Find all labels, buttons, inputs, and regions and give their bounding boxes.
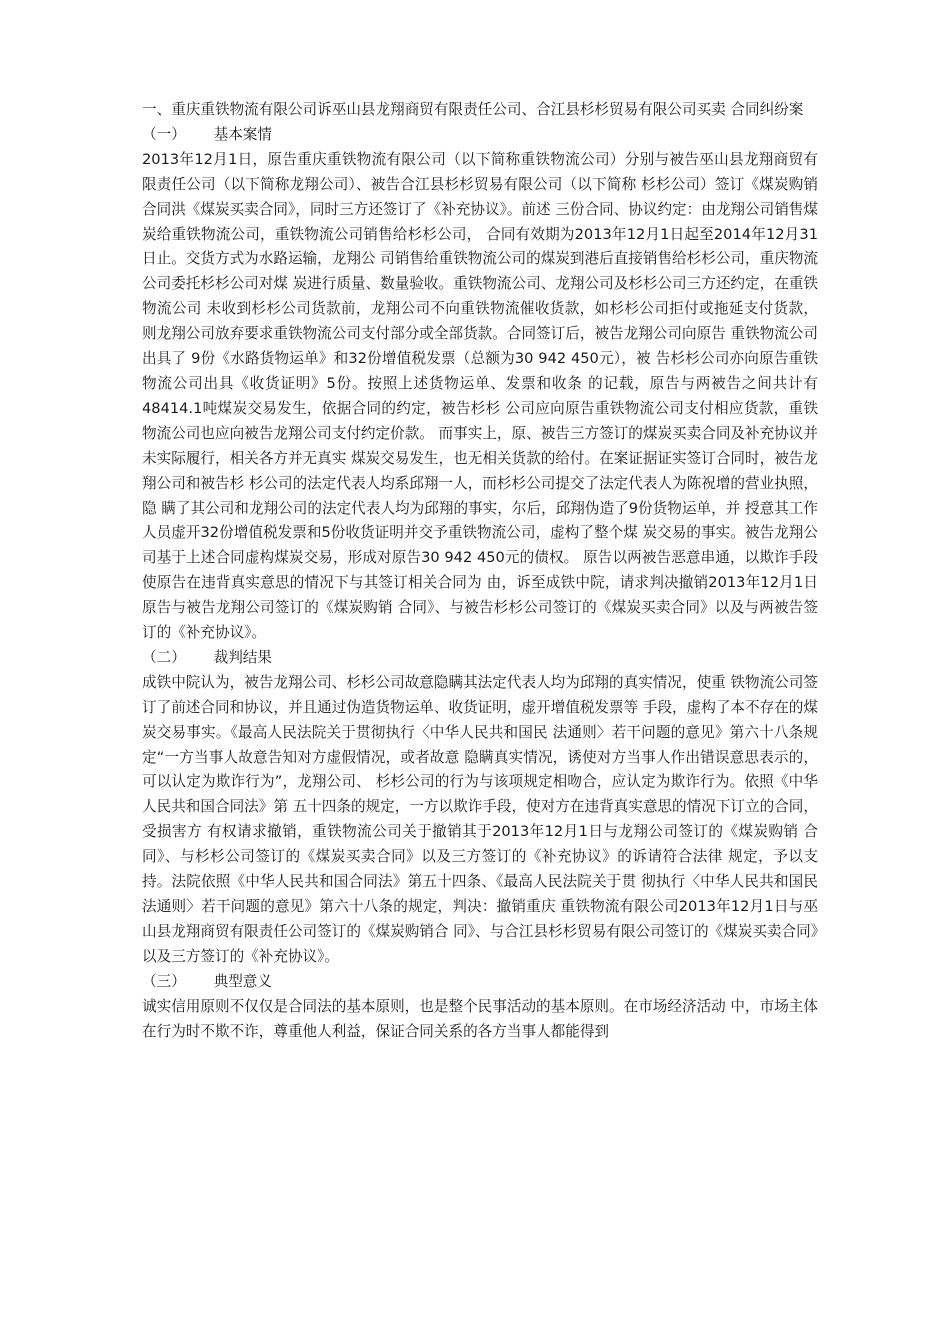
section-body-judgment: 成铁中院认为，被告龙翔公司、杉杉公司故意隐瞒其法定代表人均为邱翔的真实情况，使重 铁物流公司签订了前述合同和协议，并且通过伪造货物运单、收货证明，虚开增值税发票等 手段，虚构了本不存在的煤炭交易事实。《最高人民法院关于贯彻执行〈中华人民共和国民 法通则〉若干问题的意见》第六十八条规定“一方当事人故意告知对方虚假情况，或者故意 隐瞒真实情况，诱使对方当事人作出错误意思表示的，可以认定为欺诈行为”，龙翔公司、 杉杉公司的行为与该项规定相吻合，应认定为欺诈行为。依照《中华人民共和国合同法》第 五十四条的规定，一方以欺诈手段，使对方在违背真实意思的情况下订立的合同，受损害方 有权请求撤销，重铁物流公司关于撤销其于2013年12月1日与龙翔公司签订的《煤炭购销 合同》、与杉杉公司签订的《煤炭买卖合同》以及三方签订的《补充协议》的诉请符合法律 规定，予以支持。法院依照《中华人民共和国合同法》第五十四条、《最高人民法院关于贯 彻执行〈中华人民共和国民法通则〉若干问题的意见》第六十八条的规定，判决：撤销重庆 重铁物流有限公司2013年12月1日与巫山县龙翔商贸有限责任公司签订的《煤炭购销合 同》、与合江县杉杉贸易有限公司签订的《煤炭买卖合同》以及三方签订的《补充协议》。	[142, 673, 818, 965]
section-heading-judgment: （二） 裁判结果	[142, 648, 272, 666]
section-body-basic-facts: 2013年12月1日，原告重庆重铁物流有限公司（以下简称重铁物流公司）分别与被告巫山县龙翔商贸有限责任公司（以下简称龙翔公司）、被告合江县杉杉贸易有限公司（以下简称 杉杉公司）签订《煤炭购销合同洪《煤炭买卖合同》，同时三方还签订了《补充协议》。前述 三份合同、协议约定：由龙翔公司销售煤炭给重铁物流公司，重铁物流公司销售给杉杉公司， 合同有效期为2013年12月1日起至2014年12月31日止。交货方式为水路运输，龙翔公 司销售给重铁物流公司的煤炭到港后直接销售给杉杉公司，重庆物流公司委托杉杉公司对煤 炭进行质量、数量验收。重铁物流公司、龙翔公司及杉杉公司三方还约定，在重铁物流公司 未收到杉杉公司货款前，龙翔公司不向重铁物流催收货款，如杉杉公司拒付或拖延支付货款， 则龙翔公司放弃要求重铁物流公司支付部分或全部货款。合同签订后，被告龙翔公司向原告 重铁物流公司出具了 9份《水路货物运单》和32份增值税发票（总额为30 942 450元），被 告杉杉公司亦向原告重铁物流公司出具《收货证明》5份。按照上述货物运单、发票和收条 的记载，原告与两被告之间共计有48414.1吨煤炭交易发生，依据合同的约定，被告杉杉 公司应向原告重铁物流公司支付相应货款，重铁物流公司也应向被告龙翔公司支付约定价款。 而事实上，原、被告三方签订的煤炭买卖合同及补充协议并未实际履行，相关各方并无真实 煤炭交易发生，也无相关货款的给付。在案证据证实签订合同时，被告龙翔公司和被告杉 杉公司的法定代表人均系邱翔一人，而杉杉公司提交了法定代表人为陈祝增的营业执照，隐 瞒了其公司和龙翔公司的法定代表人均为邱翔的事实，尔后，邱翔伪造了9份货物运单，并 授意其工作人员虚开32份增值税发票和5份收货证明并交予重铁物流公司，虚构了整个煤 炭交易的事实。被告龙翔公司基于上述合同虚构煤炭交易，形成对原告30 942 450元的债权。 原告以两被告恶意串通，以欺诈手段使原告在违背真实意思的情况下与其签订相关合同为 由，诉至成铁中院，请求判决撤销2013年12月1日原告与被告龙翔公司签订的《煤炭购销 合同》、与被告杉杉公司签订的《煤炭买卖合同》以及与两被告签订的《补充协议》。	[142, 150, 818, 642]
document-body	[142, 98, 818, 1044]
section-heading-significance: （三） 典型意义	[142, 972, 272, 990]
document-title: 一、重庆重铁物流有限公司诉巫山县龙翔商贸有限责任公司、合江县杉杉贸易有限公司买卖 合同纠纷案	[142, 101, 804, 118]
section-heading-basic-facts: （一） 基本案情	[142, 125, 272, 143]
section-body-significance: 诚实信用原则不仅仅是合同法的基本原则，也是整个民事活动的基本原则。在市场经济活动 中，市场主体在行为时不欺不诈，尊重他人利益，保证合同关系的各方当事人都能得到	[142, 997, 818, 1040]
